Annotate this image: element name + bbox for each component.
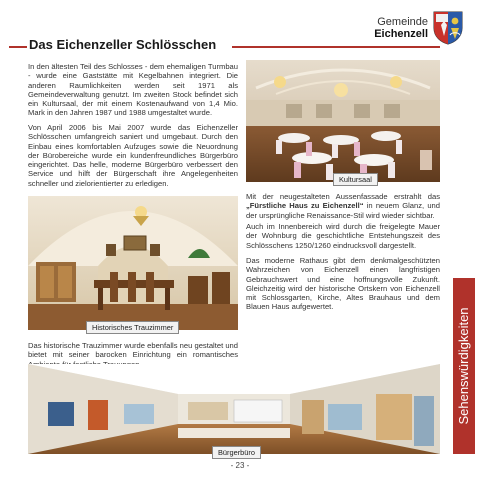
paragraph-wedding-room-text: Das historische Trauzimmer wurde ebenfalls neu gestaltet und bietet mit seiner barocken Einrichtung ein romantisches [28, 341, 238, 360]
paragraph-intro-text: In den ältesten Teil des Schlosses - dem ehemaligen Turmbau - wurde eine Gaststätte mit Kegelbahnen integriert. Die anderen Raumlichkeiten werden seit 1971 als Gemeindeverwaltung genutzt. Im zweiten Stock befindet sich ein Kultursaal, der mit einem Kostenaufwand von 1,4 Mio. Mark in den Jahren 1987 und 1988 umgestaltet wurde. [28, 62, 238, 118]
paragraph-renovation-text: Von April 2006 bis Mai 2007 wurde das Eichenzeller Schlösschen umfangreich saniert und umgebaut. Durch den Einbau eines komfortablen Aufzuges sowie die Neuordnung der Bürobereiche wurde ein kundenfreundliches Bürgerbüro eingerichtet. Das helle, moderne Bürgerbüro verbessert den Service und hilft der Bürgerschaft ihre Angelegenheiten schneller und zielorientierter zu erledigen. [28, 123, 238, 188]
facade-bold-name: „Fürstliche Haus zu Eichenzell“ [246, 201, 364, 211]
paragraph-wall [246, 222, 440, 250]
paragraph-facade [246, 192, 440, 220]
facade-suffix: in neuem Glanz, und der ursprüngliche Renaissance-Stil wird wieder sichtbar. [246, 201, 441, 220]
municipality-line2: Eichenzell [374, 28, 428, 40]
paragraph-town-hall [246, 256, 440, 312]
caption-trauzimmer: Historisches Trauzimmer [86, 321, 179, 334]
municipality-name [374, 16, 428, 40]
section-side-label: Sehenswürdigkeiten [456, 307, 471, 425]
title-rule-right [232, 46, 440, 48]
title-rule-left [9, 46, 27, 48]
facade-prefix: Mit der neugestalteten Aussenfassade erstrahlt das [246, 192, 440, 201]
paragraph-intro [28, 62, 238, 118]
coat-of-arms-icon [432, 10, 464, 46]
paragraph-renovation [28, 123, 238, 188]
caption-buergerbuero: Bürgerbüro [212, 446, 261, 459]
section-side-strip [453, 278, 475, 454]
photo-trauzimmer [28, 196, 238, 330]
photo-kultursaal [246, 60, 440, 182]
page-title: Das Eichenzeller Schlösschen [29, 37, 217, 52]
paragraph-wall-text: Auch im Innenbereich wird durch die freigelegte Mauer der Wohnburg die geschichtliche Entstehungszeit des Schlösschens 1250/1260 eindrucksvoll dargestellt. [246, 222, 440, 250]
paragraph-facade-text [246, 192, 440, 220]
caption-kultursaal: Kultursaal [333, 173, 378, 186]
photo-buergerbuero [28, 364, 440, 454]
page-number: - 23 - [230, 461, 250, 470]
paragraph-town-hall-text: Das moderne Rathaus gibt dem denkmalgeschützten Wahrzeichen von Eichenzell einen langfristigen Gebrauchswert und eine hoffnungsvolle Zukunft. Gleichzeitig wird der historische Ortskern von Eichenzell mit Schlossgarten, Kirche, Altes Brauhaus und dem Blauen Haus aufgewertet. [246, 256, 440, 312]
municipality-line1: Gemeinde [377, 16, 428, 28]
